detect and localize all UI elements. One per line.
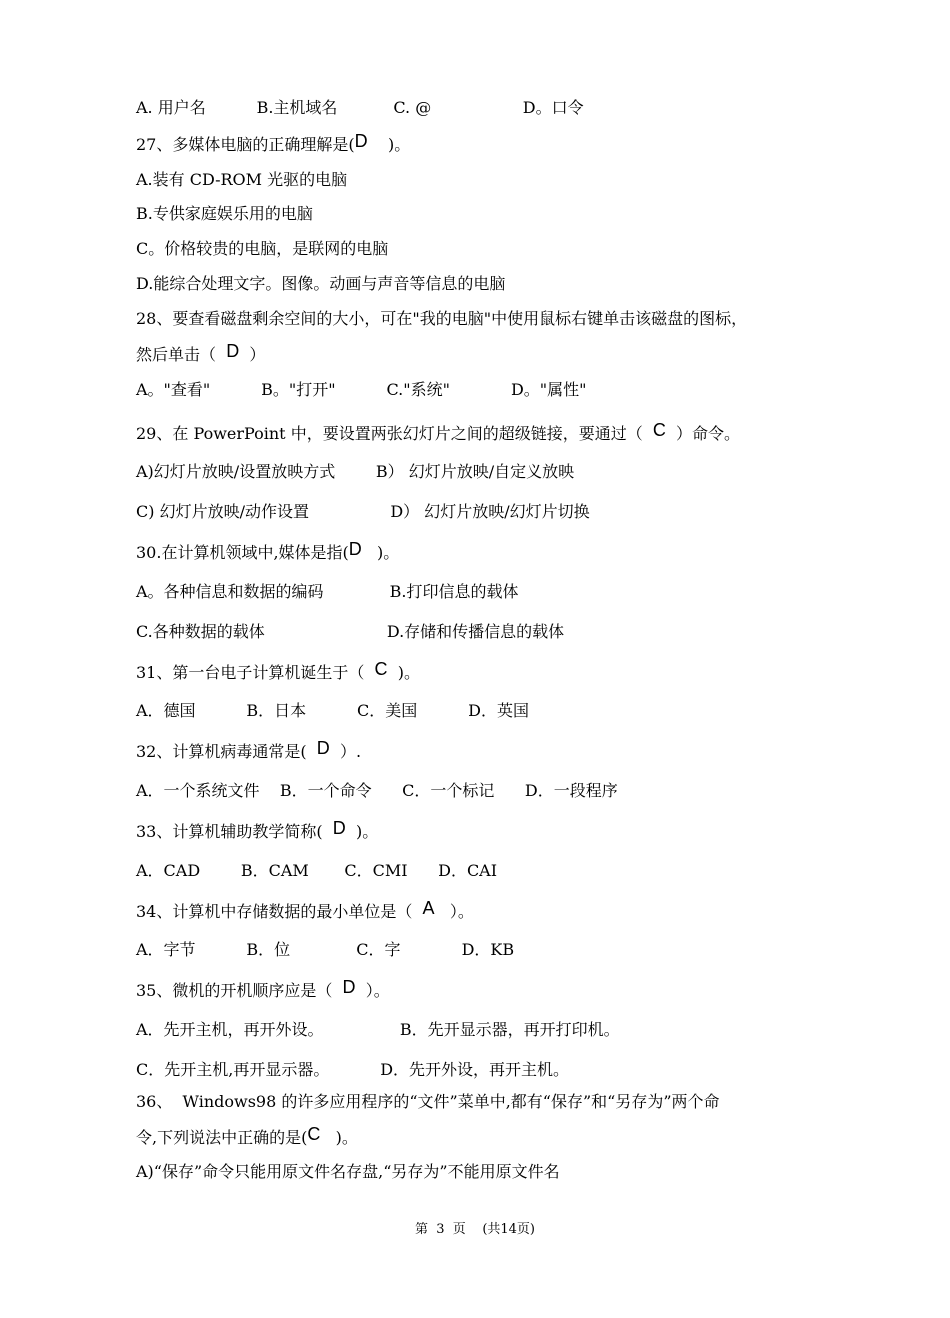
answer-letter: D — [226, 341, 240, 361]
text-line: A。各种信息和数据的编码 B.打印信息的载体 — [136, 582, 519, 601]
text-line: C) 幻灯片放映/动作设置 D） 幻灯片放映/幻灯片切换 — [136, 502, 590, 521]
text-line: C．先开主机,再开显示器。 D．先开外设，再开主机。 — [136, 1060, 570, 1079]
text-line — [136, 1124, 358, 1148]
answer-letter: C — [652, 420, 666, 440]
question-stem: 35、微机的开机顺序应是（ — [136, 981, 343, 1000]
question-stem-end: )。 — [387, 663, 420, 682]
text-line — [136, 420, 741, 444]
text-line — [136, 131, 411, 155]
text-line: B.专供家庭娱乐用的电脑 — [136, 204, 313, 223]
question-stem: 27、多媒体电脑的正确理解是( — [136, 135, 355, 154]
page-footer: 第 3 页 (共14页) — [414, 1222, 535, 1237]
question-stem-end: ）命令。 — [665, 424, 741, 443]
text-line: A．一个系统文件 B．一个命令 C．一个标记 D．一段程序 — [136, 781, 618, 800]
answer-letter: C — [307, 1124, 321, 1144]
text-line: 36、 Windows98 的许多应用程序的“文件”菜单中,都有“保存”和“另存为”两个命 — [136, 1092, 720, 1111]
question-stem-end: )。 — [367, 135, 411, 154]
text-line: A. 用户名 B.主机域名 C. @ D。口令 — [136, 98, 584, 117]
answer-letter: D — [316, 738, 330, 758]
answer-letter: D — [342, 977, 356, 997]
answer-letter: D — [332, 818, 346, 838]
question-stem-end: ）。 — [434, 902, 474, 921]
text-line: A.装有 CD-ROM 光驱的电脑 — [136, 170, 348, 189]
question-stem: 34、计算机中存储数据的最小单位是（ — [136, 902, 423, 921]
text-line: A．先开主机，再开外设。 B．先开显示器，再开打印机。 — [136, 1020, 620, 1039]
text-line: C。价格较贵的电脑，是联网的电脑 — [136, 239, 389, 258]
question-stem-end: )。 — [320, 1128, 358, 1147]
text-line: A)“保存”命令只能用原文件名存盘,“另存为”不能用原文件名 — [136, 1162, 560, 1181]
answer-letter: D — [348, 539, 362, 559]
text-line: A)幻灯片放映/设置放映方式 B） 幻灯片放映/自定义放映 — [136, 462, 575, 481]
text-line — [136, 818, 379, 842]
question-stem-end: )。 — [361, 543, 400, 562]
question-stem: 然后单击（ — [136, 345, 227, 364]
question-stem: 32、计算机病毒通常是( — [136, 742, 317, 761]
text-line: A．CAD B．CAM C．CMI D．CAI — [136, 861, 498, 880]
text-line — [136, 898, 474, 922]
question-stem-end: ）。 — [355, 981, 390, 1000]
text-line: D.能综合处理文字。图像。动画与声音等信息的电脑 — [136, 274, 506, 293]
text-line: C.各种数据的载体 D.存储和传播信息的载体 — [136, 622, 565, 641]
text-line — [136, 539, 400, 563]
text-line — [136, 341, 266, 365]
answer-letter: C — [374, 659, 388, 679]
question-stem: 令,下列说法中正确的是( — [136, 1128, 308, 1147]
text-line: A．字节 B．位 C．字 D．KB — [136, 940, 515, 959]
text-line: 28、要查看磁盘剩余空间的大小，可在"我的电脑"中使用鼠标右键单击该磁盘的图标， — [136, 309, 748, 328]
question-stem: 31、第一台电子计算机诞生于（ — [136, 663, 375, 682]
text-line — [136, 659, 420, 683]
text-line — [136, 977, 390, 1001]
text-line: A．德国 B．日本 C．美国 D．英国 — [136, 701, 529, 720]
question-stem: 29、在 PowerPoint 中，要设置两张幻灯片之间的超级链接，要通过（ — [136, 424, 653, 443]
answer-letter: D — [354, 131, 368, 151]
question-stem-end: ） — [239, 345, 266, 364]
question-stem-end: ）. — [329, 742, 362, 761]
question-stem-end: )。 — [345, 822, 379, 841]
answer-letter: A — [422, 898, 435, 918]
text-line — [136, 738, 362, 762]
text-line: A。"查看" B。"打开" C."系统" D。"属性" — [136, 380, 587, 399]
question-stem: 30.在计算机领域中,媒体是指( — [136, 543, 349, 562]
question-stem: 33、计算机辅助教学简称( — [136, 822, 333, 841]
